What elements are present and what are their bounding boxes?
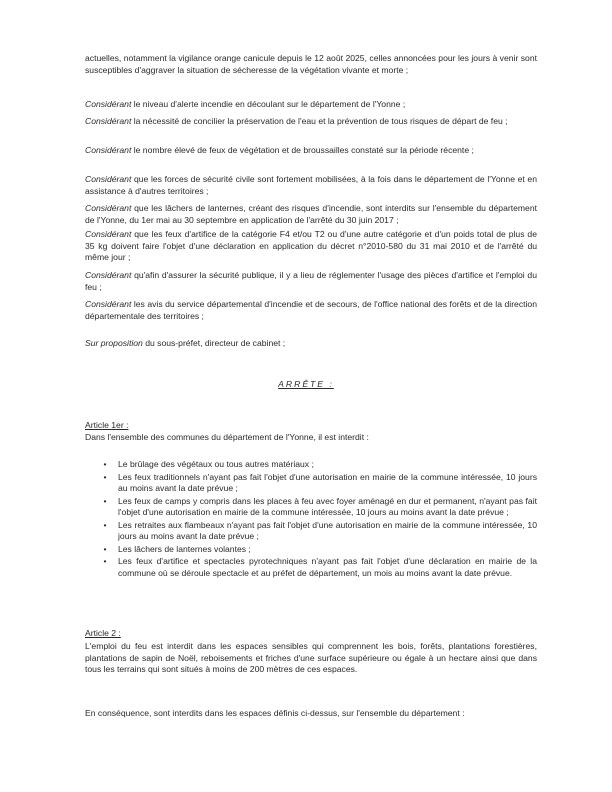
list-item <box>85 544 537 556</box>
considerant-paragraph <box>85 174 537 197</box>
considerant-lead: Considérant <box>85 299 132 309</box>
considerant-lead: Considérant <box>85 99 132 109</box>
article-1-list <box>85 459 537 580</box>
considerant-text: le niveau d'alerte incendie en découlant sur le département de l'Yonne ; <box>131 99 406 109</box>
bullet-icon: • <box>103 495 107 506</box>
list-item-text: Les feux traditionnels n'ayant pas fait l'objet d'une autorisation en mairie de la commune intéressée, 10 jours au moins avant la date prévue ; <box>118 471 537 493</box>
list-item-text: Les feux d'artifice et spectacles pyrotechniques n'ayant pas fait l'objet d'une déclaration en mairie de la commune où se déroule spectacle et au préfet de département, un mois au moins avant la date prévue. <box>118 556 537 578</box>
considerant-paragraph <box>85 99 537 111</box>
proposition-text: du sous-préfet, directeur de cabinet ; <box>142 338 286 348</box>
considerant-text: que les feux d'artifice de la catégorie F4 et/ou T2 ou d'une autre catégorie et d'un poids total de plus de 35 kg doivent faire l'objet d'une déclaration en application du décret n°2010-580 du 31 mai 2010 et de l'arrêté du même jour ; <box>85 229 537 262</box>
considerant-lead: Considérant <box>85 174 132 184</box>
considerant-paragraph <box>85 299 537 322</box>
considerant-text: les avis du service départemental d'incendie et de secours, de l'office national des forêts et de la direction départementale des territoires ; <box>85 299 537 321</box>
article-2-text: L'emploi du feu est interdit dans les espaces sensibles qui comprennent les bois, forêts, plantations forestières, plantations de sapin de Noël, reboisements et friches d'une surface supérieure ou égale à un hectare ainsi que dans tous les terrains qui sont situés à moins de 200 mètres de ces espaces. <box>85 641 537 674</box>
considerant-text: le nombre élevé de feux de végétation et de broussailles constaté sur la période récente ; <box>131 145 474 155</box>
list-item-text: Le brûlage des végétaux ou tous autres matériaux ; <box>118 459 314 469</box>
bullet-icon: • <box>103 543 107 554</box>
intro-paragraph: actuelles, notamment la vigilance orange canicule depuis le 12 août 2025, celles annoncées pour les jours à venir sont susceptibles d'aggraver la situation de sécheresse de la végétation vivante et morte ; <box>85 53 537 75</box>
article-1-intro: Dans l'ensemble des communes du département de l'Yonne, il est interdit : <box>85 432 369 442</box>
bullet-icon: • <box>103 459 107 469</box>
considerant-paragraph <box>85 145 537 157</box>
list-item <box>85 556 537 579</box>
list-item <box>85 472 537 495</box>
considerant-paragraph <box>85 229 537 264</box>
considerant-paragraph <box>85 270 537 293</box>
list-item <box>85 459 537 471</box>
considerant-text: que les forces de sécurité civile sont fortement mobilisées, à la fois dans le département de l'Yonne et en assistance à d'autres territoires ; <box>85 174 537 196</box>
list-item <box>85 520 537 543</box>
considerant-lead: Considérant <box>85 229 132 239</box>
list-item-text: Les feux de camps y compris dans les places à feu avec foyer aménagé en dur et permanent, n'ayant pas fait l'objet d'une autorisation en mairie de la commune intéressée, 10 jours au moins avant la date prévue ; <box>118 495 537 517</box>
bullet-icon: • <box>103 519 107 530</box>
article-1-heading: Article 1er : <box>85 420 129 430</box>
arrete-title: ARRÊTE : <box>278 379 334 389</box>
bullet-icon: • <box>103 471 107 482</box>
list-item-text: Les lâchers de lanternes volantes ; <box>118 543 251 554</box>
bullet-icon: • <box>103 556 107 566</box>
consequence-paragraph: En conséquence, sont interdits dans les espaces définis ci-dessus, sur l'ensemble du département : <box>85 708 465 718</box>
considerant-text: la nécessité de concilier la préservation de l'eau et la prévention de tous risques de départ de feu ; <box>131 116 508 126</box>
considerant-text: qu'afin d'assurer la sécurité publique, il y a lieu de réglementer l'usage des pièces d'artifice et l'emploi du feu ; <box>85 270 537 292</box>
considerant-text: que les lâchers de lanternes, créant des risques d'incendie, sont interdits sur l'ensemble du département de l'Yonne, du 1er mai au 30 septembre en application de l'arrêté du 30 juin 2017 ; <box>85 203 537 225</box>
considerant-lead: Considérant <box>85 116 132 126</box>
considerant-lead: Considérant <box>85 270 132 280</box>
list-item <box>85 496 537 519</box>
considerant-paragraph <box>85 116 537 128</box>
proposition-paragraph <box>85 338 537 350</box>
considerant-paragraph <box>85 203 537 226</box>
list-item-text: Les retraites aux flambeaux n'ayant pas fait l'objet d'une autorisation en mairie de la commune intéressée, 10 jours au moins avant la date prévue ; <box>118 519 537 541</box>
considerant-lead: Considérant <box>85 145 132 155</box>
considerant-lead: Considérant <box>85 203 132 213</box>
article-2-heading: Article 2 : <box>85 628 121 638</box>
proposition-lead: Sur proposition <box>85 338 143 348</box>
